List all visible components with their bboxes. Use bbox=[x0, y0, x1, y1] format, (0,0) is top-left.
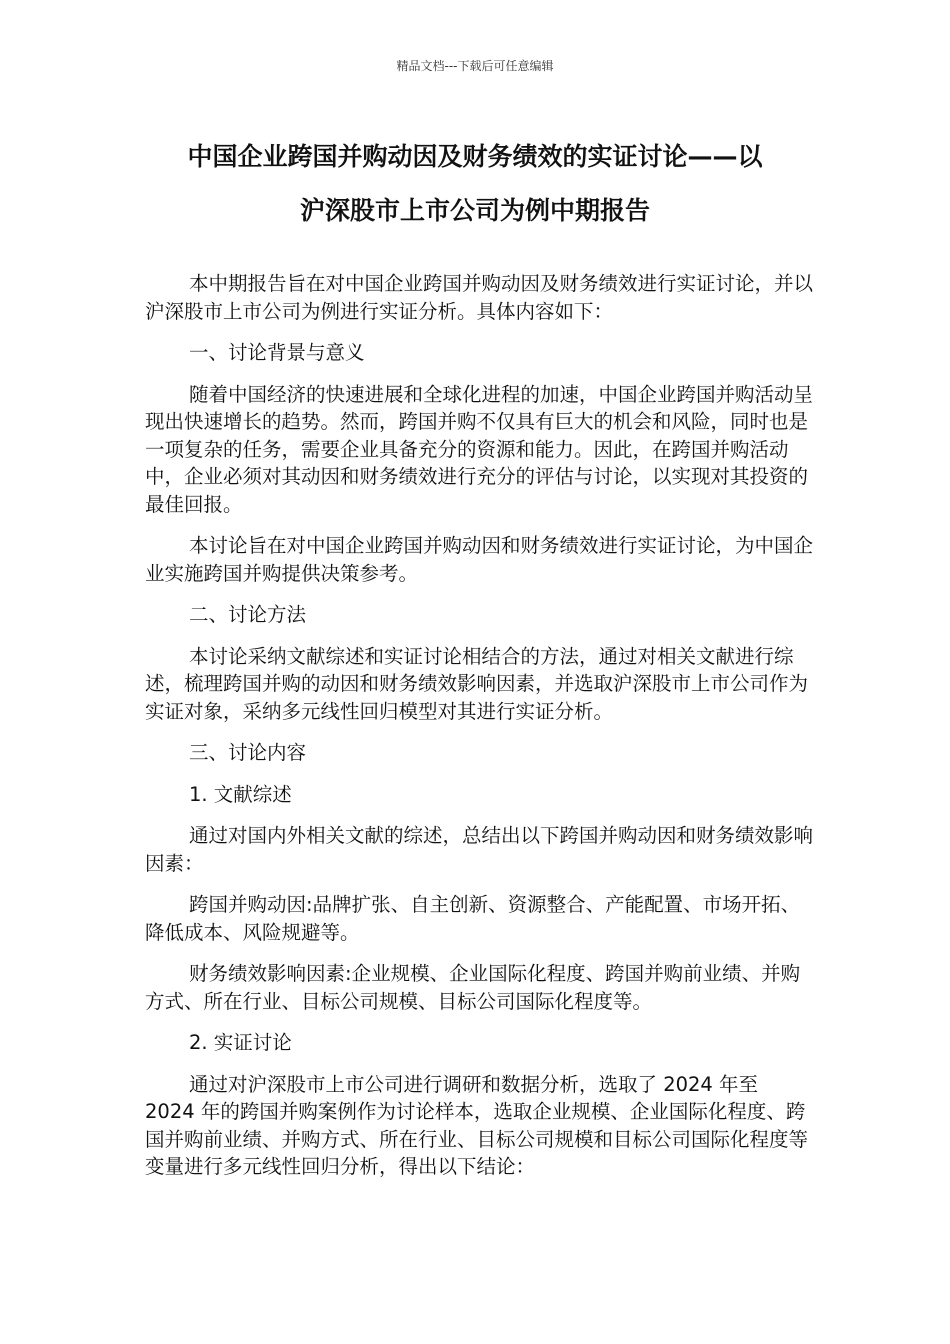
section-3-heading: 三、讨论内容 bbox=[189, 741, 307, 764]
subsection-1-paragraph-2: 跨国并购动因:品牌扩张、自主创新、资源整合、产能配置、市场开拓、降低成本、风险规避等。 bbox=[145, 893, 801, 944]
page-header: 精品文档---下载后可任意编辑 bbox=[396, 59, 554, 73]
intro-paragraph: 本中期报告旨在对中国企业跨国并购动因及财务绩效进行实证讨论，并以沪深股市上市公司为例进行实证分析。具体内容如下： bbox=[145, 272, 814, 323]
section-1-paragraph-1: 随着中国经济的快速进展和全球化进程的加速，中国企业跨国并购活动呈现出快速增长的趋势。然而，跨国并购不仅具有巨大的机会和风险，同时也是一项复杂的任务，需要企业具备充分的资源和能力。因此，在跨国并购活动中，企业必须对其动因和财务绩效进行充分的评估与讨论，以实现对其投资的最佳回报。 bbox=[145, 382, 814, 516]
document-body bbox=[145, 270, 813, 1195]
document-title-line-2: 沪深股市上市公司为例中期报告 bbox=[299, 196, 650, 225]
section-1-paragraph-2: 本讨论旨在对中国企业跨国并购动因和财务绩效进行实证讨论，为中国企业实施跨国并购提供决策参考。 bbox=[145, 534, 814, 585]
subsection-1-heading: 1. 文献综述 bbox=[189, 782, 292, 806]
section-2-paragraph-1: 本讨论采纳文献综述和实证讨论相结合的方法，通过对相关文献进行综述，梳理跨国并购的动因和财务绩效影响因素，并选取沪深股市上市公司作为实证对象，采纳多元线性回归模型对其进行实证分析。 bbox=[145, 644, 809, 723]
section-2-heading: 二、讨论方法 bbox=[189, 603, 307, 626]
subsection-2-paragraph-1: 通过对沪深股市上市公司进行调研和数据分析，选取了 2024 年至 2024 年的跨国并购案例作为讨论样本，选取企业规模、企业国际化程度、跨国并购前业绩、并购方式、所在行业、目标公司规模和目标公司国际化程度等变量进行多元线性回归分析，得出以下结论： bbox=[145, 1072, 809, 1178]
subsection-1-paragraph-3: 财务绩效影响因素:企业规模、企业国际化程度、跨国并购前业绩、并购方式、所在行业、目标公司规模、目标公司国际化程度等。 bbox=[145, 962, 801, 1013]
subsection-1-paragraph-1: 通过对国内外相关文献的综述，总结出以下跨国并购动因和财务绩效影响因素： bbox=[145, 824, 814, 875]
document-title-line-1: 中国企业跨国并购动因及财务绩效的实证讨论——以 bbox=[187, 142, 763, 171]
section-1-heading: 一、讨论背景与意义 bbox=[189, 341, 365, 364]
subsection-2-heading: 2. 实证讨论 bbox=[189, 1031, 292, 1054]
